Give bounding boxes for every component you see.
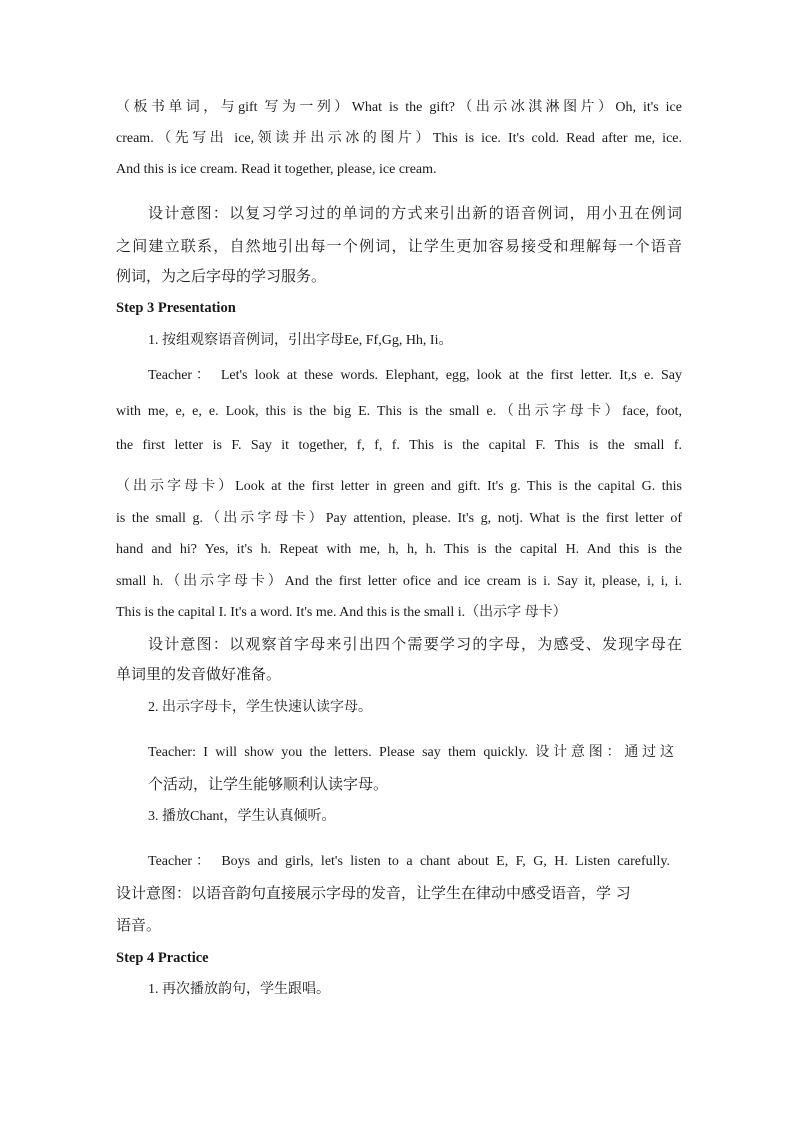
- teacher-line-2: with me, e, e, e. Look, this is the big E. This is the small e.（出示字母卡）face, foot,: [116, 404, 682, 419]
- step-3-item-2: 2. 出示字母卡，学生快速认读字母。: [148, 700, 372, 715]
- step-3-item-1: 1. 按组观察语音例词，引出字母Ee, Ff,Gg, Hh, Ii。: [148, 333, 453, 348]
- teacher-line-7: small h.（出示字母卡）And the first letter ofice and ice cream is i. Say it, please, i, i, i.: [116, 574, 682, 589]
- paragraph-line-3: And this is ice cream. Read it together, please, ice cream.: [116, 162, 437, 177]
- teacher-line-8: This is the capital I. It's a word. It's me. And this is the small i.（出示字 母卡）: [116, 605, 567, 620]
- step-3-item-3: 3. 播放Chant，学生认真倾听。: [148, 809, 336, 824]
- step-4-item-1: 1. 再次播放韵句，学生跟唱。: [148, 982, 330, 997]
- teacher-line-3: the first letter is F. Say it together, f, f, f. This is the capital F. This is the small f.: [116, 438, 682, 453]
- teacher-line-4: （出示字母卡）Look at the first letter in green and gift. It's g. This is the capital G. this: [116, 479, 682, 494]
- paragraph-line-1: （板书单词，与gift 写为一列）What is the gift?（出示冰淇淋图片）Oh, it's ice: [116, 100, 682, 115]
- paragraph-line-2: cream.（先写出 ice,领读并出示冰的图片）This is ice. It's cold. Read after me, ice.: [116, 131, 682, 146]
- design-intent-line-1: 设计意图：以复习学习过的单词的方式来引出新的语音例词，用小丑在例词: [148, 204, 682, 222]
- teacher-chant-line: Teacher： Boys and girls, let's listen to a chant about E, F, G, H. Listen carefully.: [148, 854, 670, 869]
- design-intent-line-3: 例词，为之后字母的学习服务。: [116, 267, 327, 285]
- step-3-heading: Step 3 Presentation: [116, 300, 236, 316]
- teacher-line-5: is the small g.（出示字母卡）Pay attention, please. It's g, notj. What is the first letter of: [116, 511, 682, 526]
- teacher-line-6: hand and hi? Yes, it's h. Repeat with me, h, h, h. This is the capital H. And this is the: [116, 542, 682, 557]
- teacher-line-1: Teacher： Let's look at these words. Elephant, egg, look at the first letter. It,s e. Say: [148, 368, 682, 383]
- teacher-letters-line-2: 个活动，让学生能够顺利认读字母。: [148, 775, 389, 793]
- design-intent-2-line-1: 设计意图：以观察首字母来引出四个需要学习的字母，为感受、发现字母在: [148, 635, 682, 653]
- design-intent-3-line-2: 语音。: [116, 916, 162, 934]
- design-intent-line-2: 之间建立联系，自然地引出每一个例词，让学生更加容易接受和理解每一个语音: [116, 237, 682, 255]
- design-intent-3-line-1: 设计意图：以语音韵句直接展示字母的发音，让学生在律动中感受语音，学 习: [116, 884, 631, 902]
- teacher-letters-line-1: Teacher: I will show you the letters. Please say them quickly. 设计意图：通过这: [148, 745, 674, 760]
- step-4-heading: Step 4 Practice: [116, 950, 209, 966]
- design-intent-2-line-2: 单词里的发音做好准备。: [116, 665, 282, 683]
